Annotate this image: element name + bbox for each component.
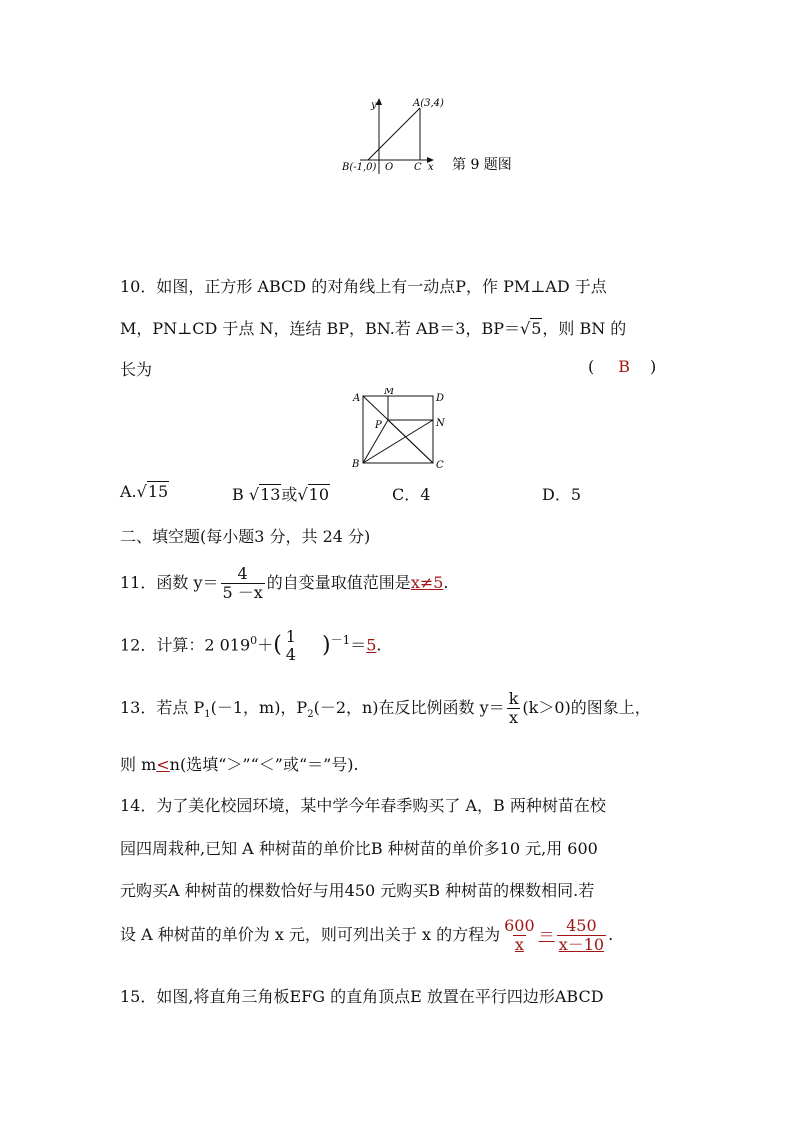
fig10-p-label: P [375, 420, 382, 431]
figure-10-square [348, 388, 448, 474]
segment-ba [368, 108, 420, 160]
q11: 11．函数 y＝ $\frac{4}{5 -x}$ 的自变量取值范围是x≠5. [120, 564, 449, 602]
q13-answer: < [156, 755, 170, 774]
fig9-a-label: A(3,4) [413, 98, 444, 109]
q14-line1: 14．为了美化校园环境，某中学今年春季购买了 A，B 两种树苗在校 [120, 796, 606, 815]
fig10-b-label: B [352, 459, 360, 470]
sqrt-5: √5 [519, 319, 542, 338]
q14-line3: 元购买A 种树苗的棵数恰好与用450 元购买B 种树苗的棵数相同.若 [120, 881, 595, 900]
q10-answer-bracket: ( B ) [588, 357, 657, 376]
fig9-c-label: C [414, 162, 422, 173]
q15-line1: 15．如图,将直角三角板EFG 的直角顶点E 放置在平行四边形ABCD [120, 987, 604, 1006]
fig10-a-label: A [353, 393, 361, 404]
fig9-y-label: y [371, 100, 377, 111]
q10-option-a: A.√15 [120, 482, 169, 501]
figure-9 [340, 92, 540, 182]
q10-line3: 长为 [120, 360, 153, 379]
q14-answer-frac1: $\frac{600}{x}$ [504, 916, 535, 954]
q10-option-d: D．5 [542, 485, 582, 504]
q12-answer: 5 [366, 635, 377, 655]
fig10-n-label: N [436, 418, 445, 429]
section-2-title: 二、填空题(每小题3 分，共 24 分) [120, 527, 371, 546]
fig9-x-label: x [428, 162, 434, 173]
fig9-o-label: O [385, 162, 394, 173]
q10-line1: 10．如图，正方形 ABCD 的对角线上有一动点P，作 PM⊥AD 于点 [120, 277, 607, 296]
q12: 12．计算：2 $019^0+$( 1 4 )$^{-1}$＝5. [120, 627, 382, 664]
y-axis-arrow [376, 98, 382, 105]
q10-answer: B [618, 357, 631, 376]
fig10-m-label: M [384, 388, 395, 397]
q11-answer: x≠5 [410, 573, 444, 593]
fig9-b-label: B(-1,0) [342, 162, 377, 173]
q14-line2: 园四周栽种,已知 A 种树苗的单价比B 种树苗的单价多10 元,用 600 [120, 839, 598, 858]
q14-line4: 设 A 种树苗的单价为 x 元，则可列出关于 x 的方程为 $\frac{600}{x}$ ＝ $\frac{450}{x-10}$ . [120, 916, 614, 954]
fig10-c-label: C [436, 460, 444, 471]
q10-line2: M，PN⊥CD 于点 N，连结 BP，BN.若 AB＝3，BP＝√5，则 BN 的 [120, 319, 627, 338]
q14-answer-frac2: $\frac{450}{x-10}$ [558, 916, 605, 954]
q13-line2: 则 m<n(选填“＞”“＜”或“＝”号). [120, 755, 359, 774]
segment-pc [388, 420, 433, 463]
segment-bn [363, 420, 433, 463]
q10-option-c: C．4 [392, 485, 431, 504]
fig10-d-label: D [436, 393, 445, 404]
q10-option-b: B √13或√10 [232, 485, 329, 504]
q13-line1: 13．若点 $P_1(-1$，m)，$P_2(-2$，n)在反比例函数 y＝ $\frac{k}{x}$ (k＞0)的图象上， [120, 689, 651, 727]
fig9-caption: 第 9 题图 [452, 157, 512, 173]
